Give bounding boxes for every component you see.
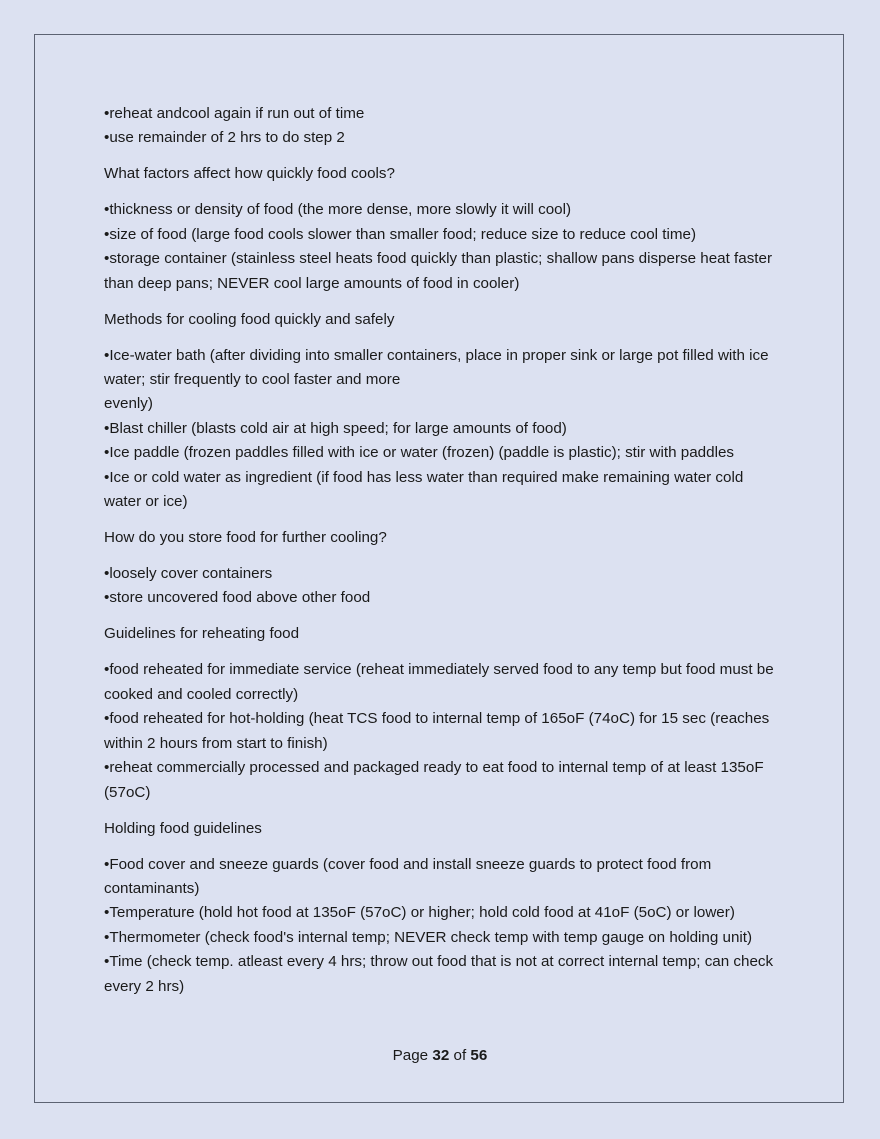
bullet-line: •Ice or cold water as ingredient (if food has less water than required make remaining water cold water or ice) xyxy=(104,468,744,511)
heading-holding xyxy=(104,817,784,841)
document-body xyxy=(104,102,784,1011)
paragraph-holding xyxy=(104,853,784,999)
bullet-line: •Food cover and sneeze guards (cover food and install sneeze guards to protect food from contaminants) xyxy=(104,855,712,897)
bullet-line: •food reheated for hot-holding (heat TCS food to internal temp of 165oF (74oC) for 15 sec (reaches within 2 hours from start to finish) xyxy=(104,710,770,752)
bullet-line: •Ice paddle (frozen paddles filled with ice or water (frozen) (paddle is plastic); stir with paddles xyxy=(104,444,734,462)
section-heading: How do you store food for further cooling? xyxy=(104,529,387,547)
page-word: Page xyxy=(392,1047,429,1064)
paragraph-cooling-factors xyxy=(104,198,784,296)
bullet-line: •Blast chiller (blasts cold air at high speed; for large amounts of food) xyxy=(104,419,567,437)
heading-cooling-methods xyxy=(104,308,784,332)
bullet-line: •Ice-water bath (after dividing into smaller containers, place in proper sink or large pot filled with ice water; stir frequently to cool faster and more xyxy=(104,346,769,389)
bullet-line: •loosely cover containers xyxy=(104,565,273,583)
bullet-line: •storage container (stainless steel heats food quickly than plastic; shallow pans disperse heat faster than deep pans; NEVER cool large amounts of food in cooler) xyxy=(104,250,773,292)
bullet-line: •Time (check temp. atleast every 4 hrs; throw out food that is not at correct internal temp; can check every 2 hrs) xyxy=(104,953,774,995)
bullet-line: •reheat commercially processed and packaged ready to eat food to internal temp of at least 135oF (57oC) xyxy=(104,759,764,801)
page-footer xyxy=(0,1044,880,1068)
bullet-line: •thickness or density of food (the more dense, more slowly it will cool) xyxy=(104,201,572,219)
heading-reheating xyxy=(104,622,784,646)
bullet-line-continuation: evenly) xyxy=(104,395,153,413)
heading-storing-food xyxy=(104,526,784,550)
page-total: 56 xyxy=(470,1047,488,1064)
section-heading: Methods for cooling food quickly and safely xyxy=(104,310,395,328)
bullet-line: •store uncovered food above other food xyxy=(104,589,371,607)
bullet-line: •use remainder of 2 hrs to do step 2 xyxy=(104,129,345,147)
heading-cooling-factors xyxy=(104,162,784,186)
bullet-line: •Thermometer (check food's internal temp; NEVER check temp with temp gauge on holding unit) xyxy=(104,928,753,946)
bullet-line: •size of food (large food cools slower than smaller food; reduce size to reduce cool time) xyxy=(104,225,697,243)
section-heading: What factors affect how quickly food cools? xyxy=(104,165,395,183)
bullet-line: •Temperature (hold hot food at 135oF (57oC) or higher; hold cold food at 41oF (5oC) or lower) xyxy=(104,904,735,922)
paragraph-storing-food xyxy=(104,562,784,611)
of-word: of xyxy=(453,1047,467,1064)
paragraph-cooling-methods xyxy=(104,344,784,515)
section-heading: Holding food guidelines xyxy=(104,819,262,837)
section-heading: Guidelines for reheating food xyxy=(104,625,300,643)
bullet-line: •reheat andcool again if run out of time xyxy=(104,105,365,122)
page-number: 32 xyxy=(432,1047,450,1064)
paragraph-cooling-steps xyxy=(104,102,784,151)
paragraph-reheating xyxy=(104,658,784,804)
bullet-line: •food reheated for immediate service (reheat immediately served food to any temp but food must be cooked and cooled correctly) xyxy=(104,661,774,703)
